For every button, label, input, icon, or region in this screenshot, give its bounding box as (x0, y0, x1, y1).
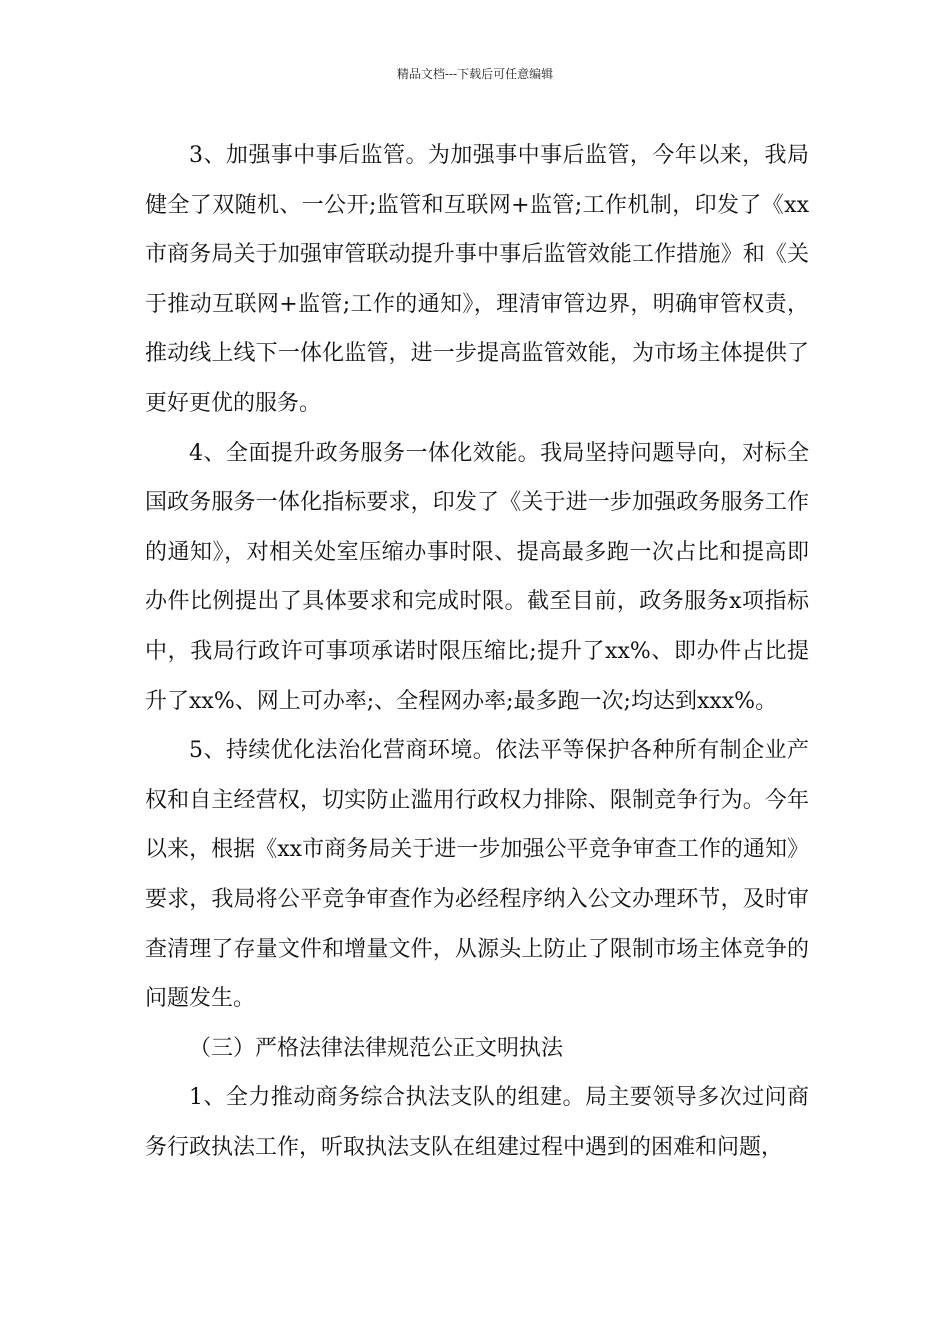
paragraph-business-environment: 5、持续优化法治化营商环境。依法平等保护各种所有制企业产权和自主经营权，切实防止滥用行政权力排除、限制竞争行为。今年以来，根据《xx市商务局关于进一步加强公平竞争审查工作的通知》要求，我局将公平竞争审查作为必经程序纳入公文办理环节，及时审查清理了存量文件和增量文件，从源头上防止了限制市场主体竞争的问题发生。 (145, 738, 809, 1012)
paragraph-strengthen-supervision: 3、加强事中事后监管。为加强事中事后监管，今年以来，我局健全了双随机、一公开;监管和互联网+监管;工作机制，印发了《xx市商务局关于加强审管联动提升事中事后监管效能工作措施》和《关于推动互联网+监管;工作的通知》，理清审管边界，明确审管权责，推动线上线下一体化监管，进一步提高监管效能，为市场主体提供了更好更优的服务。 (145, 143, 809, 416)
paragraph-law-enforcement: 1、全力推动商务综合执法支队的组建。局主要领导多次过问商务行政执法工作，听取执法支队在组建过程中遇到的困难和问题， (145, 1085, 809, 1160)
paragraph-government-services: 4、全面提升政务服务一体化效能。我局坚持问题导向，对标全国政务服务一体化指标要求，印发了《关于进一步加强政务服务工作的通知》，对相关处室压缩办事时限、提高最多跑一次占比和提高即办件比例提出了具体要求和完成时限。截至目前，政务服务x项指标中，我局行政许可事项承诺时限压缩比;提升了xx%、即办件占比提升了xx%、网上可办率;、全程网办率;最多跑一次;均达到xxx%。 (145, 440, 809, 714)
section-heading: （三）严格法律法律规范公正文明执法 (189, 1035, 564, 1061)
document-body (145, 131, 809, 1172)
page-header: 精品文档---下载后可任意编辑 (396, 67, 554, 81)
